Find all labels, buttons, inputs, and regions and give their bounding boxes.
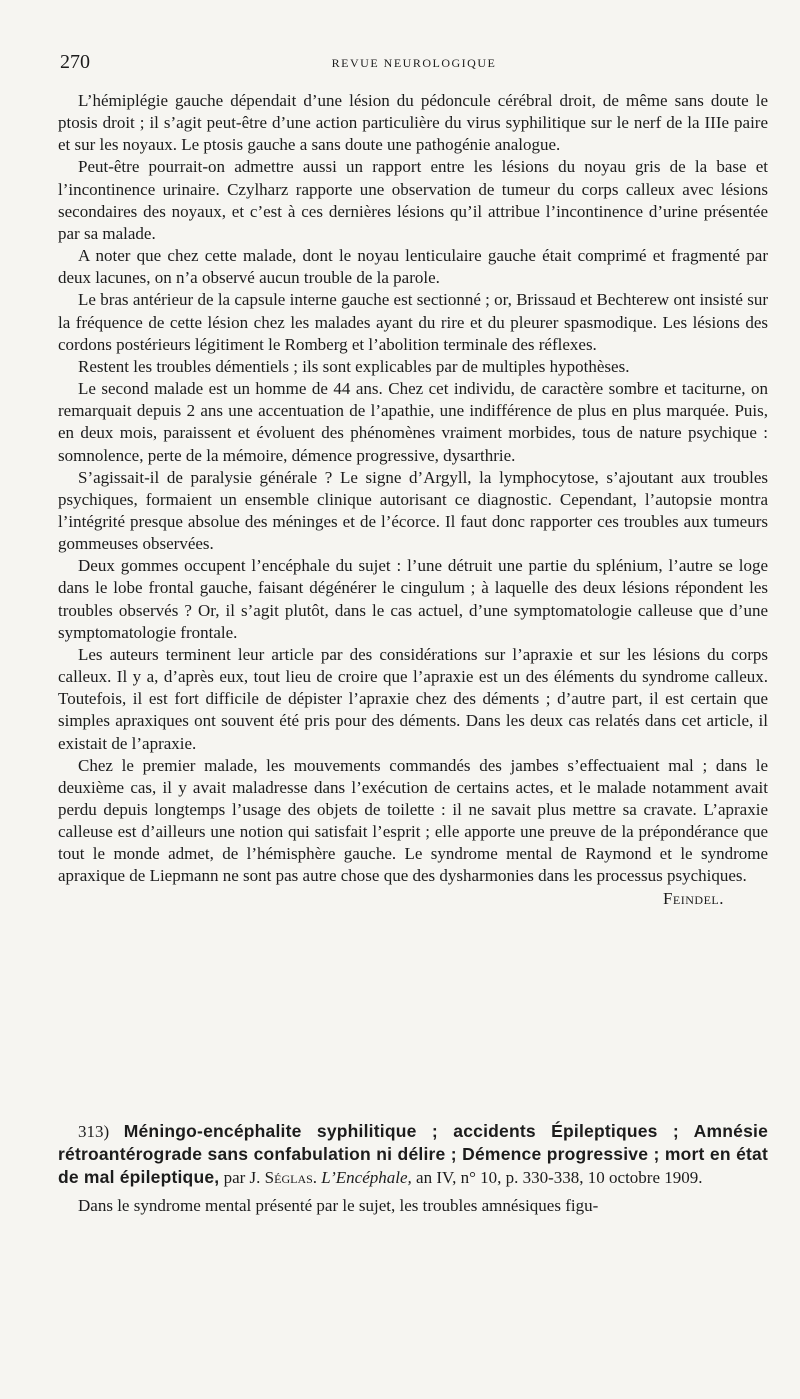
abstract-journal: L’Encéphale,: [321, 1168, 412, 1188]
abstract-number: 313): [78, 1122, 110, 1141]
running-head: REVUE NEUROLOGIQUE: [331, 56, 497, 70]
abstract-author: Séglas.: [264, 1168, 318, 1188]
abstract-by: par J.: [223, 1168, 261, 1188]
paragraph: Les auteurs terminent leur article par des considérations sur l’apraxie et sur les lésions du corps calleux. Il y a, d’après eux, tout lieu de croire que l’apraxie est un des éléments du syndrome calleux. Toutefois, il est fort difficile de dépister l’apraxie chez des déments ; d’autre part, il est certain que simples apraxiques ont souvent été pris pour des déments. Dans les deux cas relatés dans cet article, il existait de l’apraxie.: [58, 644, 768, 753]
paragraph: S’agissait-il de paralysie générale ? Le signe d’Argyll, la lymphocytose, s’ajoutant aux troubles psychiques, formaient un ensemble clinique autorisant ce diagnostic. Cependant, l’autopsie montra l’intégrité presque absolue des méninges et de l’écorce. Il faut donc rapporter ces troubles aux tumeurs gommeuses observées.: [58, 467, 768, 554]
paragraph: Chez le premier malade, les mouvements commandés des jambes s’effectuaient mal ; dans le deuxième cas, il y avait maladresse dans l’exécution de certains actes, et le malade notamment avait perdu depuis longtemps l’usage des objets de toilette : il ne savait plus mettre sa cravate. L’apraxie calleuse est d’ailleurs une notion qui satisfait l’esprit ; elle apporte une preuve de la prépondérance que tout le monde admet, de l’hémisphère gauche. Le syndrome mental de Raymond et le syndrome apraxique de Liepmann ne sont pas autre chose que des dysharmonies dans les processus psychiques.: [58, 755, 768, 886]
page-header: [60, 50, 768, 78]
abstract-text: Dans le syndrome mental présenté par le sujet, les troubles amnésiques figu-: [78, 1196, 599, 1216]
paragraph: Peut-être pourrait-on admettre aussi un rapport entre les lésions du noyau gris de la base et l’incontinence urinaire. Czylharz rapporte une observation de tumeur du corps calleux avec lésions secondaires des noyaux, et c’est à ces dernières lésions qu’il attribue l’incontinence d’urine présentée par sa malade.: [58, 157, 768, 243]
abstract-citation: an IV, n° 10, p. 330-338, 10 octobre 1909.: [416, 1168, 703, 1188]
paragraph: Deux gommes occupent l’encéphale du sujet : l’une détruit une partie du splénium, l’autre se loge dans le lobe frontal gauche, faisant dégénérer le cingulum ; à laquelle des deux lésions répondent les troubles observés ? Or, il s’agit plutôt, dans le cas actuel, d’une symptomatologie calleuse que d’une symptomatologie frontale.: [58, 556, 768, 642]
page-number: 270: [60, 51, 90, 73]
paragraph: A noter que chez cette malade, dont le noyau lenticulaire gauche était comprimé et fragmenté par deux lacunes, on n’a observé aucun trouble de la parole.: [58, 246, 768, 288]
abstract-title: [58, 1120, 768, 1189]
paragraph: L’hémiplégie gauche dépendait d’une lésion du pédoncule cérébral droit, de même sans doute le ptosis droit ; il s’agit peut-être d’une action particulière du virus syphilitique sur le nerf de la IIIe paire et sur les noyaux. Le ptosis gauche a sans doute une pathogénie analogue.: [58, 91, 768, 155]
paragraph: Le second malade est un homme de 44 ans. Chez cet individu, de caractère sombre et taciturne, on remarquait depuis 2 ans une accentuation de l’apathie, une indifférence de plus en plus marquée. Puis, en deux mois, paraissent et évoluent des phénomènes vraiment morbides, tous de nature psychique : somnolence, perte de la mémoire, démence progressive, dysarthrie.: [58, 379, 768, 465]
abstract-heading: Méningo-encéphalite syphilitique ; accidents Épileptiques ; Amnésie rétroantérograde sans confabulation ni délire ; Démence progressive ; mort en état de mal épileptique,: [58, 1121, 769, 1188]
abstract-entry: [58, 1120, 768, 1218]
article-body: [58, 90, 768, 910]
reviewer-signature: Feindel.: [662, 888, 724, 908]
paragraph: Restent les troubles démentiels ; ils sont explicables par de multiples hypothèses.: [78, 356, 630, 376]
paragraph: Le bras antérieur de la capsule interne gauche est sectionné ; or, Brissaud et Bechterew ont insisté sur la fréquence de cette lésion chez les malades ayant du rire et du pleurer spasmodique. Les lésions des cordons postérieurs légitiment le Romberg et l’abolition terminale des réflexes.: [58, 290, 768, 354]
